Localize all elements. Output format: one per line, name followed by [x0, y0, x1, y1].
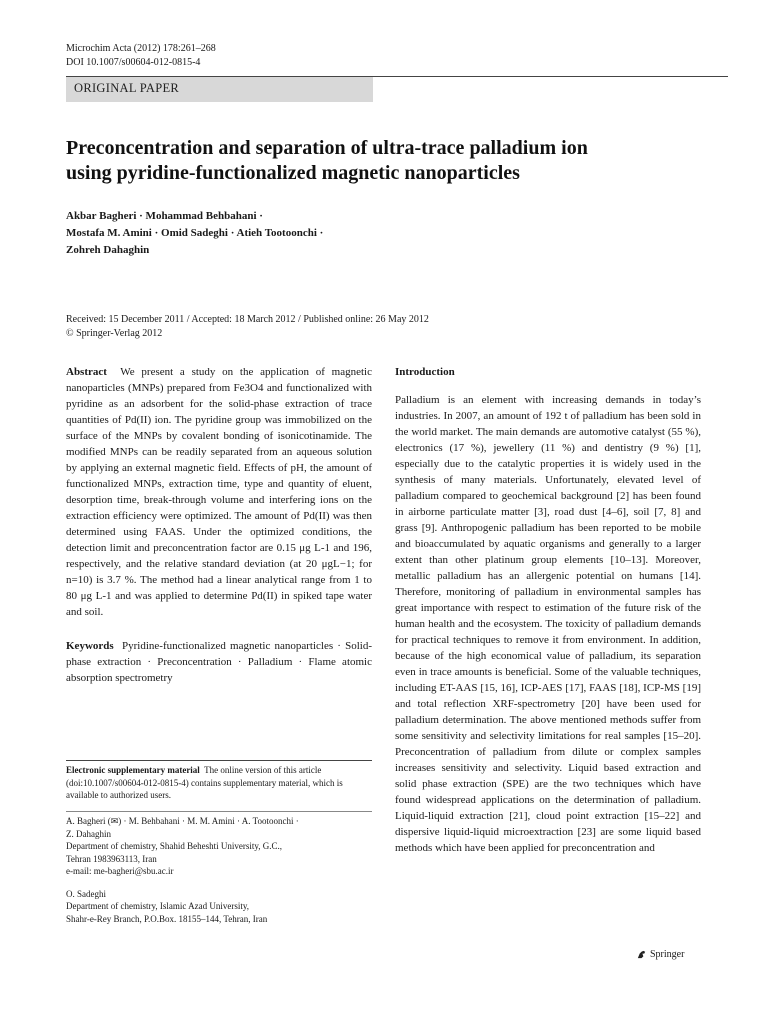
left-column: [66, 364, 372, 686]
affil-1-dept: Department of chemistry, Shahid Beheshti University, G.C.,: [66, 841, 283, 851]
abstract-text: We present a study on the application of magnetic nanoparticles (MNPs) prepared from Fe3O4 and functionalized with pyridine as an adsorbent for the solid-phase extraction of trace quantities of Pd(II) ion. The pyridine group was immobilized on the surface of the MNPs by covalent bonding of isonicotinamide. The modified MNPs can be readily separated from an aqueous solution by applying an external magnetic field. Effects of pH, the amount of functionalized MNPs, extraction time, type and quantity of eluent, desorption time, break-through volume and interfering ions on the extraction efficiency were optimized. The amount of Pd(II) was then determined using FAAS. Under the optimized conditions, the detection limit and preconcentration factor are 0.15 μg L-1 and 196, respectively, and the relative standard deviation (at 20 μgL−1; for n=10) is 3.7 %. The method had a linear analytical range from 1 to 80 μg L-1 and was applied to determine Pd(II) in spiked tape water and soil.: [66, 366, 372, 618]
footnote-rule: [66, 760, 372, 761]
publication-history: [66, 313, 586, 341]
esm-text: The online version of this article (doi:10.1007/s00604-012-0815-4) contains supplementary material, which is available to authorized users.: [66, 765, 343, 800]
publisher-logo: [636, 949, 684, 960]
introduction-heading: Introduction: [395, 366, 455, 378]
abstract-label: Abstract: [66, 366, 107, 378]
keywords: [66, 638, 372, 686]
keywords-text: Pyridine-functionalized magnetic nanoparticles · Solid-phase extraction · Preconcentration · Palladium · Flame atomic absorption spectrometry: [66, 640, 373, 684]
springer-horse-icon: [636, 949, 647, 960]
affil-2-addr: Shahr-e-Rey Branch, P.O.Box. 18155–144, Tehran, Iran: [66, 913, 268, 924]
affil-1-names: A. Bagheri (✉) · M. Behbahani · M. M. Amini · A. Tootoonchi ·: [66, 816, 299, 826]
right-column: [395, 364, 701, 856]
affil-1-city: Tehran 1983963113, Iran: [66, 853, 157, 864]
history-dates: Received: 15 December 2011 / Accepted: 18 March 2012 / Published online: 26 May 2012: [66, 314, 429, 325]
authors-line-2: Mostafa M. Amini · Omid Sadeghi · Atieh Tootoonchi ·: [66, 227, 324, 239]
affil-1-names-cont: Z. Dahaghin: [66, 828, 111, 839]
authors-line-1: Akbar Bagheri · Mohammad Behbahani ·: [66, 210, 263, 222]
introduction-text: Palladium is an element with increasing demands in today’s industries. In 2007, an amount of 192 t of palladium has been sold in the world market. The main demands are automotive catalyst (55 %), electronics (17 %), jewellery (11 %) and dentistry (9 %) [1], especially due to the catalytic properties it is widely used in the synthesis of many materials. Unfortunately, elevated level of palladium compared to geochemical background [2] has been found in airborne particulate matter [3], road dust [4–6], soil [7, 8] and grass [9]. Anthropogenic palladium has been reported to be mobile and bioaccumulated by aquatic organisms and generally to a larger extent than other platinum group elements [10–13]. Moreover, metallic palladium has an allergenic potential on humans [14]. Therefore, monitoring of palladium in environmental samples has great importance with respect to estimation of the future risk of the human health and the ecosystem. The toxicity of palladium demands for practical techniques to remove it from environment. In addition, because of the high economical value of palladium, its separation even in trace amounts is beneficial. Some of the valuable techniques, including ET-AAS [15, 16], ICP-AES [17], FAAS [18], ICP-MS [19] and total reflection XRF-spectrometry [20] have been used for palladium determination. The above mentioned methods suffer from some sensitivity and selectivity limitations for real samples [15–20]. Preconcentration of palladium from dilute or complex samples increases sensitivity and selectivity. Liquid based extraction and solid phase extraction (SPE) are the two techniques which have found widespread applications on the determination of palladium. Liquid-liquid extraction [21], cloud point extraction [15–22] and dispersive liquid-liquid microextraction [23] are some liquid based methods which have been applied for preconcentration and: [395, 394, 701, 854]
corresponding-email[interactable]: e-mail: me-bagheri@sbu.ac.ir: [66, 866, 174, 876]
esm-label: Electronic supplementary material: [66, 765, 200, 775]
title-line-1: Preconcentration and separation of ultra-trace palladium ion: [66, 137, 588, 159]
journal-citation: Microchim Acta (2012) 178:261–268: [66, 43, 216, 54]
authors-line-3: Zohreh Dahaghin: [66, 244, 150, 256]
affil-2-dept: Department of chemistry, Islamic Azad University,: [66, 901, 250, 911]
keywords-label: Keywords: [66, 640, 114, 652]
abstract: [66, 364, 372, 620]
copyright-line: © Springer-Verlag 2012: [66, 328, 163, 339]
affil-2-name: O. Sadeghi: [66, 888, 106, 899]
paper-title: [66, 136, 706, 186]
supplementary-note: [66, 764, 372, 802]
doi-line: DOI 10.1007/s00604-012-0815-4: [66, 57, 201, 68]
title-line-2: using pyridine-functionalized magnetic nanoparticles: [66, 162, 520, 184]
affiliations: [66, 811, 372, 925]
publisher-name: Springer: [650, 949, 685, 960]
running-header: [66, 42, 216, 70]
article-type-banner: ORIGINAL PAPER: [66, 77, 373, 102]
author-list: [66, 208, 586, 259]
